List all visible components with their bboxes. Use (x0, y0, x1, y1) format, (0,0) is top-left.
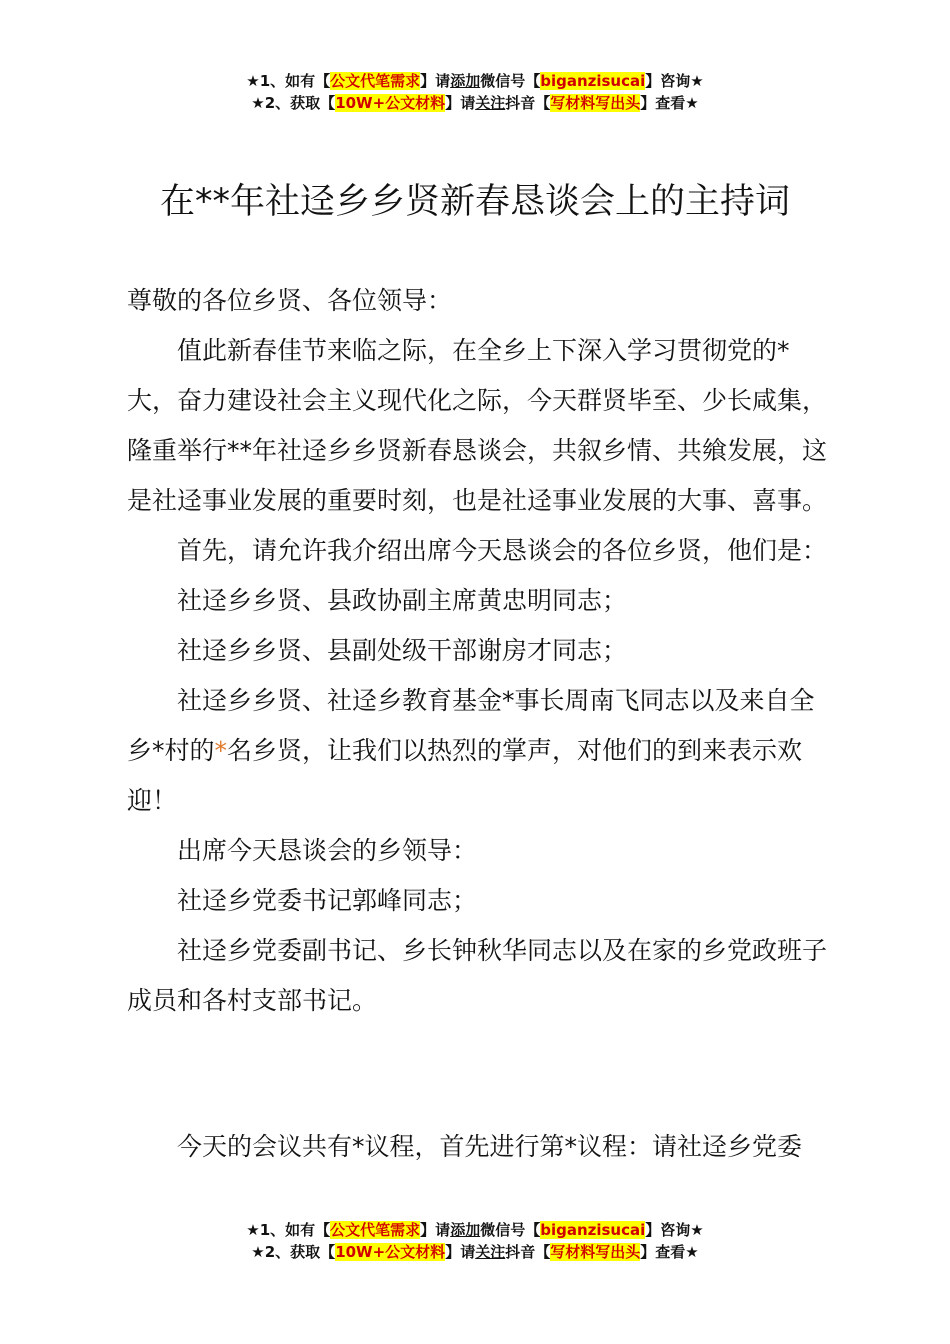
banner-underline: 添加 (450, 1221, 481, 1239)
document-body (127, 276, 832, 1026)
banner-text: 抖音【 (505, 1243, 551, 1261)
paragraph: 首先，请允许我介绍出席今天恳谈会的各位乡贤，他们是： (177, 536, 828, 565)
banner-text: 】请 (420, 72, 451, 90)
banner-highlight: 公文代笔需求 (330, 72, 421, 90)
banner-highlight: biganzisucai (540, 1221, 646, 1239)
salutation: 尊敬的各位乡贤、各位领导： (127, 286, 453, 315)
banner-text: 】请 (420, 1221, 451, 1239)
banner-line-2 (0, 1241, 950, 1263)
header-banner (0, 70, 950, 114)
banner-highlight: biganzisucai (540, 72, 646, 90)
document-body-continued (127, 1122, 832, 1172)
banner-text: 】查看★ (640, 1243, 699, 1261)
banner-highlight: 写材料写出头 (550, 1243, 641, 1261)
banner-text: ★2、获取【 (251, 1243, 336, 1261)
document-title: 在**年社迳乡乡贤新春恳谈会上的主持词 (159, 182, 790, 222)
banner-highlight: 10W+公文材料 (335, 94, 446, 112)
paragraph: 社迳乡党委副书记、乡长钟秋华同志以及在家的乡党政班子成员和各村支部书记。 (127, 936, 828, 1015)
banner-underline: 关注 (475, 94, 506, 112)
paragraph-text: 社迳乡乡贤、社迳乡教育基金*事长周南飞同志以及来自全乡*村的 (127, 686, 815, 765)
banner-highlight: 写材料写出头 (550, 94, 641, 112)
paragraph (127, 676, 832, 826)
paragraph: 社迳乡党委书记郭峰同志； (177, 886, 478, 915)
highlighted-star: * (214, 736, 228, 765)
paragraph: 值此新春佳节来临之际，在全乡上下深入学习贯彻党的*大，奋力建设社会主义现代化之际，今天群贤毕至、少长咸集，隆重举行**年社迳乡乡贤新春恳谈会，共叙乡情、共飨发展，这是社迳事业发展的重要时刻，也是社迳事业发展的大事、喜事。 (127, 336, 828, 515)
banner-line-1 (0, 1219, 950, 1241)
paragraph: 今天的会议共有*议程，首先进行第*议程：请社迳乡党委 (177, 1132, 803, 1161)
banner-text: 微信号【 (480, 1221, 541, 1239)
banner-text: 】咨询★ (645, 1221, 704, 1239)
banner-text: 】查看★ (640, 94, 699, 112)
banner-text: 】请 (445, 94, 476, 112)
banner-text: ★1、如有【 (246, 1221, 331, 1239)
banner-highlight: 10W+公文材料 (335, 1243, 446, 1261)
footer-banner (0, 1219, 950, 1263)
banner-underline: 添加 (450, 72, 481, 90)
paragraph: 社迳乡乡贤、县政协副主席黄忠明同志； (177, 586, 628, 615)
banner-highlight: 公文代笔需求 (330, 1221, 421, 1239)
banner-text: 微信号【 (480, 72, 541, 90)
paragraph: 社迳乡乡贤、县副处级干部谢房才同志； (177, 636, 628, 665)
banner-text: 】请 (445, 1243, 476, 1261)
banner-line-1 (0, 70, 950, 92)
banner-underline: 关注 (475, 1243, 506, 1261)
banner-text: ★1、如有【 (246, 72, 331, 90)
banner-text: 抖音【 (505, 94, 551, 112)
paragraph-text: 名乡贤，让我们以热烈的掌声，对他们的到来表示欢迎！ (127, 736, 803, 815)
paragraph: 出席今天恳谈会的乡领导： (177, 836, 478, 865)
banner-text: 】咨询★ (645, 72, 704, 90)
banner-line-2 (0, 92, 950, 114)
banner-text: ★2、获取【 (251, 94, 336, 112)
